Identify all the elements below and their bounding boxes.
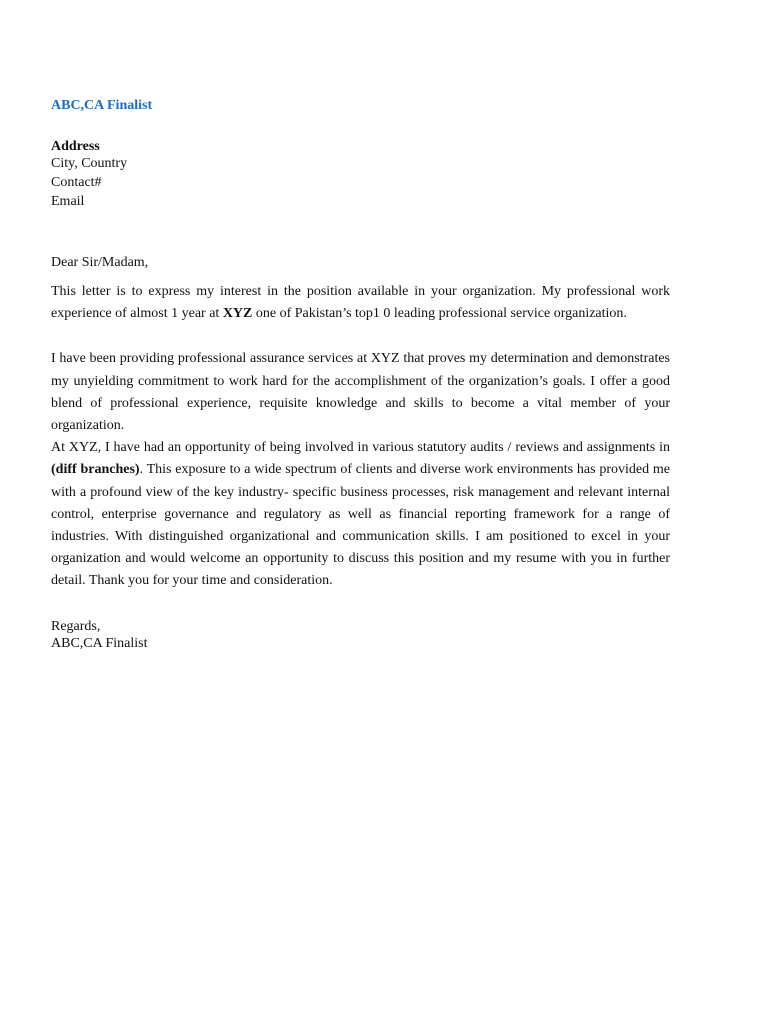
salutation: Dear Sir/Madam,: [51, 255, 149, 270]
paragraph-exposure-text-2: . This exposure to a wide spectrum of clients and diverse work environments has provided me with a profound view of the key industry- specific business processes, risk management and relevant internal control, enterprise governance and regulatory as well as financial reporting framework for a range of industries. With distinguished organizational and communication skills. I am positioned to excel in your organization and would welcome an opportunity to discuss this position and my resume with you in further detail. Thank you for your time and consideration.: [51, 462, 670, 589]
paragraph-exposure-text-1: At XYZ, I have had an opportunity of being involved in various statutory audits / reviews and assignments in: [51, 440, 670, 456]
closing-block: [51, 618, 670, 652]
closing-signature: ABC,CA Finalist: [51, 635, 148, 651]
sender-name-heading: ABC,CA Finalist: [51, 98, 153, 113]
address-block: [51, 139, 670, 211]
paragraph-intro-text-2: one of Pakistan’s top1 0 leading professional service organization.: [252, 306, 627, 322]
company-name-bold: XYZ: [222, 306, 253, 322]
paragraph-intro-text-1: This letter is to express my interest in the position available in your organization. My professional work experience of almost 1 year at: [51, 284, 670, 322]
cover-letter-page: [51, 96, 670, 652]
paragraph-intro: [51, 281, 670, 325]
paragraph-exposure: [51, 437, 670, 592]
address-email: Email: [51, 194, 85, 209]
address-city: City, Country: [51, 156, 128, 171]
paragraph-experience: I have been providing professional assurance services at XYZ that proves my determination and demonstrates my unyielding commitment to work hard for the accomplishment of the organization’s goals. I offer a good blend of professional experience, requisite knowledge and skills to become a vital member of your organization.: [51, 351, 670, 434]
address-contact: Contact#: [51, 175, 102, 190]
branches-bold: (diff branches): [51, 462, 140, 478]
closing-regards: Regards,: [51, 618, 101, 634]
address-heading: Address: [51, 139, 100, 154]
